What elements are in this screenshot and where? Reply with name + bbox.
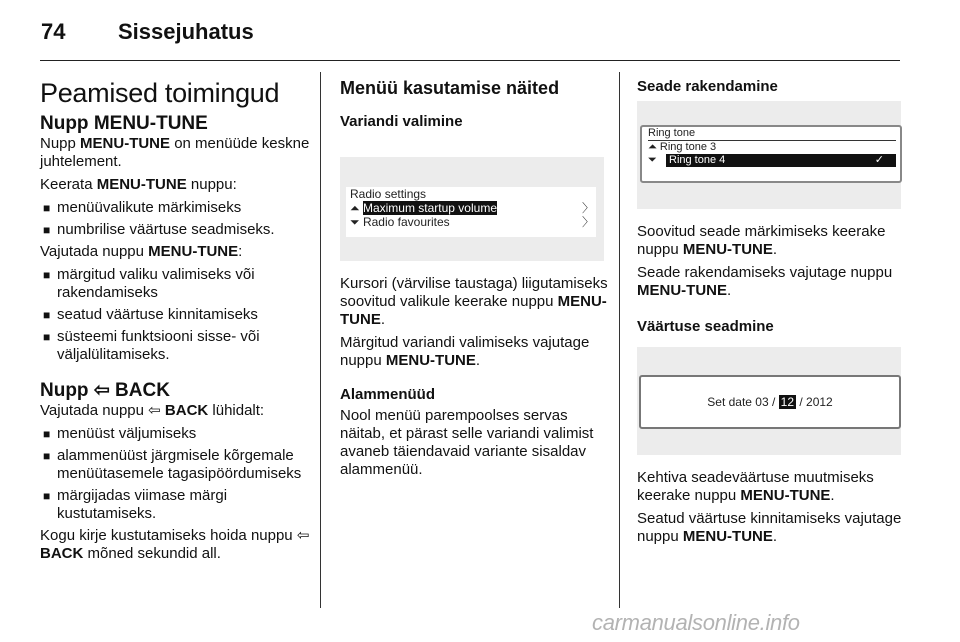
chevron-right-icon: 〉 — [581, 201, 594, 215]
paragraph: Seatud väärtuse kinnitamiseks vajutage nuppu MENU-TUNE. — [637, 510, 902, 545]
back-heading: Nupp ⇦ BACK — [40, 380, 170, 401]
chevron-right-icon: 〉 — [581, 215, 594, 229]
column-2 — [340, 72, 610, 484]
paragraph: Kogu kirje kustutamiseks hoida nuppu ⇦ BACK mõned sekundid all. — [40, 527, 310, 562]
subheading: Seade rakendamine — [637, 78, 778, 95]
page-header — [0, 0, 960, 60]
page-number: 74 — [41, 19, 66, 44]
set-date-screenshot — [637, 347, 901, 455]
menu-row: ⏷ Radio favourites 〉 — [350, 215, 594, 229]
paragraph: Soovitud seade märkimiseks keerake nuppu MENU-TUNE. — [637, 223, 886, 258]
list-item: ■ märgitud valiku valimiseks või rakendamiseks — [43, 266, 255, 301]
subheading: Variandi valimine — [340, 113, 463, 130]
section-title: Peamised toimingud — [40, 78, 280, 108]
list-item: ■ menüüst väljumiseks — [43, 425, 197, 442]
screen-title: Ring tone — [648, 127, 696, 139]
column-1 — [40, 72, 312, 568]
list-item: ■ märgijadas viimase märgi kustutamiseks. — [43, 487, 228, 522]
down-arrow-icon: ⏷ — [648, 154, 657, 166]
list-item: ■ seatud väärtuse kinnitamiseks — [43, 306, 258, 323]
column-3 — [637, 72, 905, 551]
bullet-list — [40, 266, 312, 364]
radio-settings-screenshot — [340, 157, 604, 261]
paragraph: Nupp MENU-TUNE on menüüde keskne juhtelement. — [40, 135, 310, 170]
screen-title: Radio settings — [350, 187, 427, 201]
up-arrow-icon: ⏶ — [350, 201, 360, 215]
menu-row: ⏶ Ring tone 3 — [648, 141, 717, 153]
menu-tune-heading: Nupp MENU-TUNE — [40, 113, 208, 134]
list-item: ■ alammenüüst järgmisele kõrgemale menüütasemele tagasipöördumiseks — [43, 447, 302, 482]
paragraph: Kehtiva seadeväärtuse muutmiseks keerake nuppu MENU-TUNE. — [637, 469, 874, 504]
bullet-list — [40, 199, 312, 239]
paragraph: Märgitud variandi valimiseks vajutage nuppu MENU-TUNE. — [340, 334, 590, 369]
paragraph: Nool menüü parempoolses servas näitab, et pärast selle variandi valimist avaneb täiendavaid variante sisaldav alammenüü. — [340, 407, 594, 478]
section-title: Menüü kasutamise näited — [340, 78, 560, 98]
menu-row-selected: ⏷ Ring tone 4 ✓ — [642, 154, 900, 167]
selected-value: 12 — [780, 395, 795, 409]
list-item: ■ süsteemi funktsiooni sisse- või väljalülitamiseks. — [43, 328, 260, 363]
back-arrow-icon: ⇦ — [296, 527, 310, 544]
up-arrow-icon: ⏶ — [648, 141, 657, 153]
menu-row-selected: ⏶ Maximum startup volume 〉 — [350, 201, 594, 215]
paragraph: Keerata MENU-TUNE nuppu: — [40, 176, 237, 193]
paragraph: Kursori (värvilise taustaga) liigutamiseks soovitud valikule keerake nuppu MENU-TUNE. — [340, 275, 608, 328]
paragraph: Vajutada nuppu MENU-TUNE: — [40, 243, 243, 260]
header-rule — [40, 60, 900, 61]
subheading: Väärtuse seadmine — [637, 318, 774, 335]
paragraph: Seade rakendamiseks vajutage nuppu MENU-TUNE. — [637, 264, 893, 299]
list-item: ■ numbrilise väärtuse seadmiseks. — [43, 221, 275, 238]
display-screen — [346, 187, 596, 237]
checkmark-icon: ✓ — [874, 154, 884, 166]
display-screen — [640, 125, 902, 183]
subheading: Alammenüüd — [340, 386, 436, 403]
paragraph: Vajutada nuppu ⇦ BACK lühidalt: — [40, 402, 265, 419]
ring-tone-screenshot — [637, 101, 901, 209]
display-screen: Set date 03 / 12 / 2012 — [639, 375, 901, 429]
watermark: carmanualsonline.info — [592, 610, 800, 635]
bullet-list — [40, 425, 312, 523]
chapter-title: Sissejuhatus — [118, 19, 254, 44]
down-arrow-icon: ⏷ — [350, 215, 360, 229]
back-arrow-icon: ⇦ — [148, 402, 161, 419]
list-item: ■ menüüvalikute märkimiseks — [43, 199, 242, 216]
column-divider — [619, 72, 620, 608]
back-arrow-icon: ⇦ — [93, 380, 110, 401]
column-divider — [320, 72, 321, 608]
